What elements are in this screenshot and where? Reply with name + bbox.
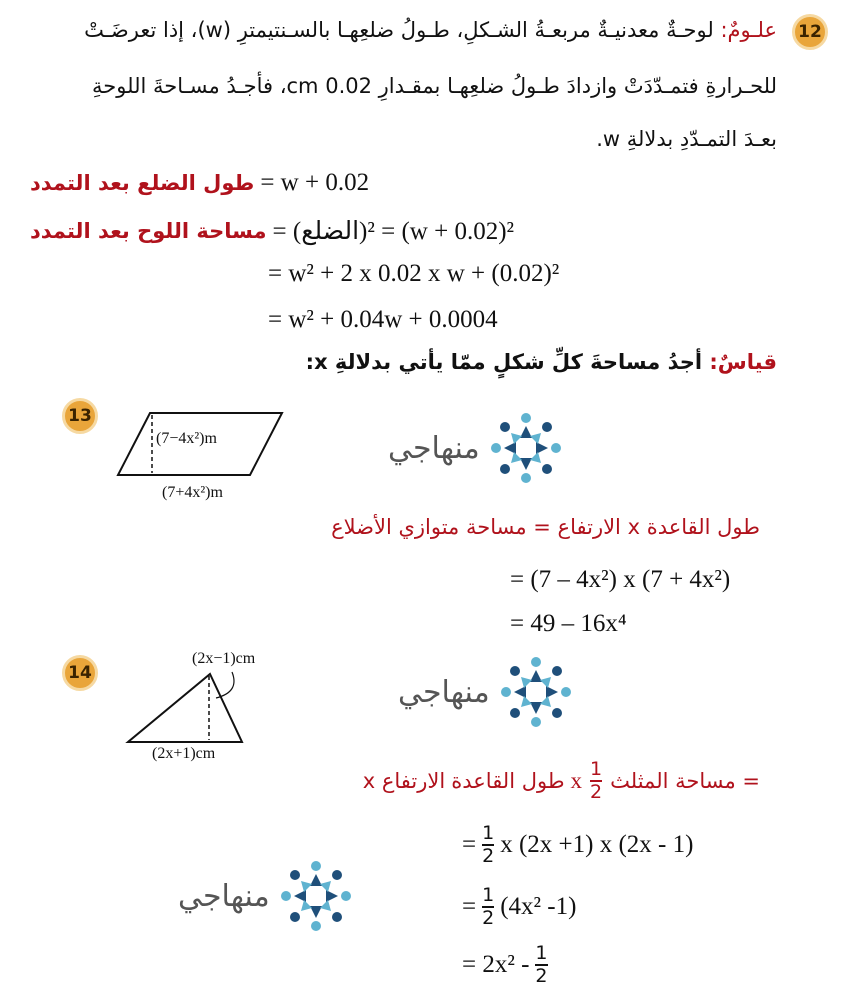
q13-base-label: (7+4x²)m bbox=[162, 484, 223, 501]
question-number-14: 14 bbox=[62, 655, 98, 691]
measure-heading bbox=[177, 350, 777, 374]
q14-formula-x: x bbox=[570, 768, 583, 793]
q14-step1-num: 1 bbox=[482, 822, 495, 844]
q14-step3-expr: = 2x² - bbox=[462, 951, 530, 978]
q14-formula-height: الارتفاع x bbox=[362, 769, 446, 793]
q12-side-expr: = w + 0.02 bbox=[260, 169, 370, 196]
q13-formula: طول القاعدة x الارتفاع = مساحة متوازي الأضلاع bbox=[331, 515, 760, 539]
q14-step1 bbox=[462, 824, 693, 866]
q14-formula-result: = مساحة المثلث bbox=[610, 769, 760, 793]
q14-step2-expr: (4x² -1) bbox=[500, 893, 577, 920]
q14-formula-base: طول القاعدة bbox=[451, 769, 565, 793]
q13-step1: = (7 – 4x²) x (7 + 4x²) bbox=[510, 566, 731, 593]
q14-step3 bbox=[462, 944, 550, 986]
q12-area-expr: = (الضلع)² = (w + 0.02)² bbox=[272, 218, 515, 245]
q12-area-equation bbox=[30, 214, 610, 248]
q14-step2-num: 1 bbox=[482, 884, 495, 906]
manhaji-logo-icon bbox=[486, 408, 566, 488]
q12-side-equation bbox=[30, 166, 450, 200]
q12-line2: للحـرارةِ فتمـدّدَتْ وازدادَ طـولُ ضلعِهـا بمقـدارِ 0.02 cm، فأجـدُ مسـاحةَ اللوحةِ bbox=[92, 74, 777, 98]
q12-line3: بعـدَ التمـدّدِ بدلالةِ w. bbox=[596, 127, 777, 151]
q13-height-label: (7−4x²)m bbox=[156, 430, 217, 447]
q12-side-label: طول الضلع بعد التمدد bbox=[30, 171, 255, 195]
q12-line1 bbox=[37, 16, 777, 44]
watermark-3 bbox=[178, 856, 356, 936]
q14-step2-den: 2 bbox=[482, 907, 495, 929]
q14-step3-den: 2 bbox=[535, 965, 548, 987]
question-number-13: 13 bbox=[62, 398, 98, 434]
q14-formula-half bbox=[590, 760, 602, 802]
watermark-1 bbox=[388, 408, 566, 488]
q14-formula bbox=[320, 760, 760, 802]
watermark-text-1: منهاجي bbox=[388, 430, 480, 466]
q14-step2-half bbox=[482, 886, 494, 928]
q14-step1-half bbox=[482, 824, 494, 866]
measure-label: قياسٌ: bbox=[709, 350, 777, 374]
q14-step1-den: 2 bbox=[482, 845, 495, 867]
q14-formula-half-den: 2 bbox=[590, 781, 603, 803]
q14-step3-num: 1 bbox=[535, 942, 548, 964]
q14-base-label: (2x+1)cm bbox=[152, 745, 216, 762]
q14-step3-half bbox=[535, 944, 547, 986]
q13-step2: = 49 – 16x⁴ bbox=[510, 610, 627, 637]
watermark-2 bbox=[398, 652, 576, 732]
q14-step2-eq: = bbox=[462, 893, 477, 920]
q14-step1-expr: x (2x +1) x (2x - 1) bbox=[500, 831, 694, 858]
triangle-shape bbox=[128, 674, 242, 742]
watermark-text-3: منهاجي bbox=[178, 878, 270, 914]
triangle-figure bbox=[120, 668, 260, 748]
q12-area-label: مساحة اللوح بعد التمدد bbox=[30, 219, 267, 243]
q12-subject: علـومٌ: bbox=[720, 18, 777, 42]
question-number-12: 12 bbox=[792, 14, 828, 50]
q12-step2: = w² + 0.04w + 0.0004 bbox=[268, 306, 498, 333]
measure-text: أجدُ مساحةَ كلِّ شكلٍ ممّا يأتي بدلالةِ x: bbox=[305, 350, 703, 374]
q14-step1-eq: = bbox=[462, 831, 477, 858]
q14-formula-half-num: 1 bbox=[590, 758, 603, 780]
manhaji-logo-icon bbox=[276, 856, 356, 936]
q12-line1-text: لوحـةٌ معدنيـةٌ مربعـةُ الشـكلِ، طـولُ ضلعِهـا بالسـنتيمترِ (w)، إذا تعرضَـتْ bbox=[84, 18, 714, 42]
q12-step1: = w² + 2 x 0.02 x w + (0.02)² bbox=[268, 260, 560, 287]
manhaji-logo-icon bbox=[496, 652, 576, 732]
q14-height-label: (2x−1)cm bbox=[192, 650, 256, 667]
watermark-text-2: منهاجي bbox=[398, 674, 490, 710]
q14-step2 bbox=[462, 886, 576, 928]
